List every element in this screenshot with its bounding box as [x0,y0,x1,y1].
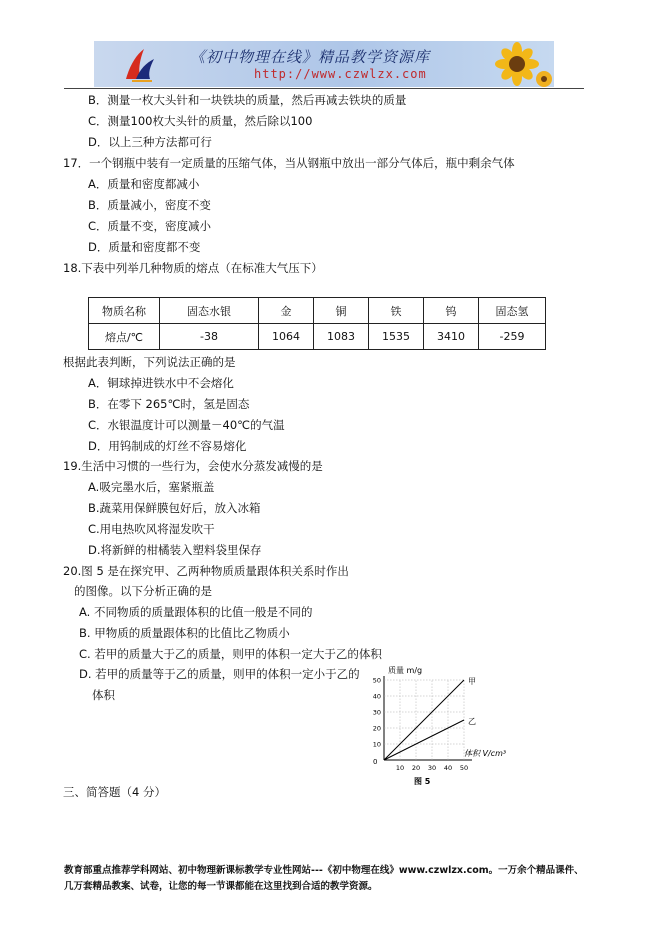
footer-line-2: 几万套精品教案、试卷，让您的每一节课都能在这里找到合适的教学资源。 [64,881,378,892]
table-cell: 1083 [314,324,369,350]
q20-stem-line1: 20.图 5 是在探究甲、乙两种物质质量跟体积关系时作出 [63,564,349,578]
q18-lead: 根据此表判断，下列说法正确的是 [63,355,236,369]
table-cell: 铁 [369,298,424,324]
q18-option-b: B．在零下 265℃时，氢是固态 [88,397,250,411]
table-cell: 固态氢 [479,298,546,324]
site-title: 《初中物理在线》精品教学资源库 [190,48,431,66]
q19-option-a: A.吸完墨水后，塞紧瓶盖 [88,480,215,494]
series-lines [384,680,464,760]
q16-option-d: D．以上三种方法都可行 [88,135,212,149]
table-cell: 熔点/℃ [89,324,160,350]
q17-option-a: A．质量和密度都减小 [88,177,200,191]
x-tick-label: 50 [459,764,469,772]
q20-option-d: D. 若甲的质量等于乙的质量，则甲的体积一定小于乙的 [79,667,360,681]
table-cell: 固态水银 [160,298,259,324]
q19-option-d: D.将新鲜的柑橘装入塑料袋里保存 [88,543,262,557]
table-cell: 金 [259,298,314,324]
footer-line-1: 教育部重点推荐学科网站、初中物理新课标教学专业性网站---《初中物理在线》www.czwlzx.com。一万余个精品课件、 [64,865,584,876]
q19-stem: 19.生活中习惯的一些行为，会使水分蒸发减慢的是 [63,459,323,473]
table-cell: 铜 [314,298,369,324]
q17-option-b: B．质量减小，密度不变 [88,198,211,212]
header-banner [94,41,554,87]
figure-5-chart [360,660,520,790]
table-cell: 1064 [259,324,314,350]
q20-option-d-continued: 体积 [92,688,115,702]
series-label-jia: 甲 [468,677,476,686]
q17-stem: 17．一个钢瓶中装有一定质量的压缩气体，当从钢瓶中放出一部分气体后，瓶中剩余气体 [63,156,515,170]
q16-option-b: B．测量一枚大头针和一块铁块的质量，然后再减去铁块的质量 [88,93,407,107]
page-footer [64,863,604,895]
figure-caption: 图 5 [414,777,431,786]
y-tick-labels [373,677,381,749]
x-tick-label: 40 [443,764,453,772]
table-cell: 1535 [369,324,424,350]
site-logo-icon [122,45,158,83]
q20-option-c: C. 若甲的质量大于乙的质量，则甲的体积一定大于乙的体积 [79,647,382,661]
x-tick-labels [396,764,468,772]
x-axis-label: 体积 V/cm³ [464,749,507,758]
q19-option-c: C.用电热吹风将湿发吹干 [88,522,215,536]
series-label-yi: 乙 [468,717,476,726]
q20-stem-line2: 的图像。以下分析正确的是 [74,584,212,598]
y-tick-label: 20 [372,724,381,733]
q18-option-c: C．水银温度计可以测量－40℃的气温 [88,418,285,432]
q18-option-d: D．用钨制成的灯丝不容易熔化 [88,439,247,453]
q17-option-c: C．质量不变，密度减小 [88,219,212,233]
y-axis-label: 质量 m/g [388,666,423,675]
y-tick-label: 40 [372,692,381,701]
table-cell: 物质名称 [89,298,160,324]
y-tick-label: 30 [372,708,381,717]
origin-label: 0 [373,758,378,766]
q20-option-b: B. 甲物质的质量跟体积的比值比乙物质小 [79,626,290,640]
header-divider [64,88,584,89]
q18-option-a: A．铜球掉进铁水中不会熔化 [88,376,234,390]
section-3-heading: 三、简答题（4 分） [63,785,166,799]
q17-option-d: D．质量和密度都不变 [88,240,201,254]
x-tick-label: 10 [395,764,405,772]
y-tick-label: 10 [372,740,381,749]
x-tick-label: 30 [427,764,437,772]
melting-point-table [88,297,546,350]
site-url: http://www.czwlzx.com [254,67,427,81]
table-cell: -259 [479,324,546,350]
q19-option-b: B.蔬菜用保鲜膜包好后，放入冰箱 [88,501,261,515]
y-tick-label: 50 [372,676,381,685]
x-tick-label: 20 [411,764,421,772]
q18-stem: 18.下表中列举几种物质的熔点（在标准大气压下） [63,261,323,275]
table-cell: 钨 [424,298,479,324]
series-line-jia [384,680,464,760]
q20-option-a: A. 不同物质的质量跟体积的比值一般是不同的 [79,605,313,619]
table-cell: 3410 [424,324,479,350]
table-cell: -38 [160,324,259,350]
sunflower-icon [482,41,552,87]
table-header-row [89,298,546,324]
table-row [89,324,546,350]
q16-option-c: C．测量100枚大头针的质量，然后除以100 [88,114,313,128]
series-line-yi [384,720,464,760]
